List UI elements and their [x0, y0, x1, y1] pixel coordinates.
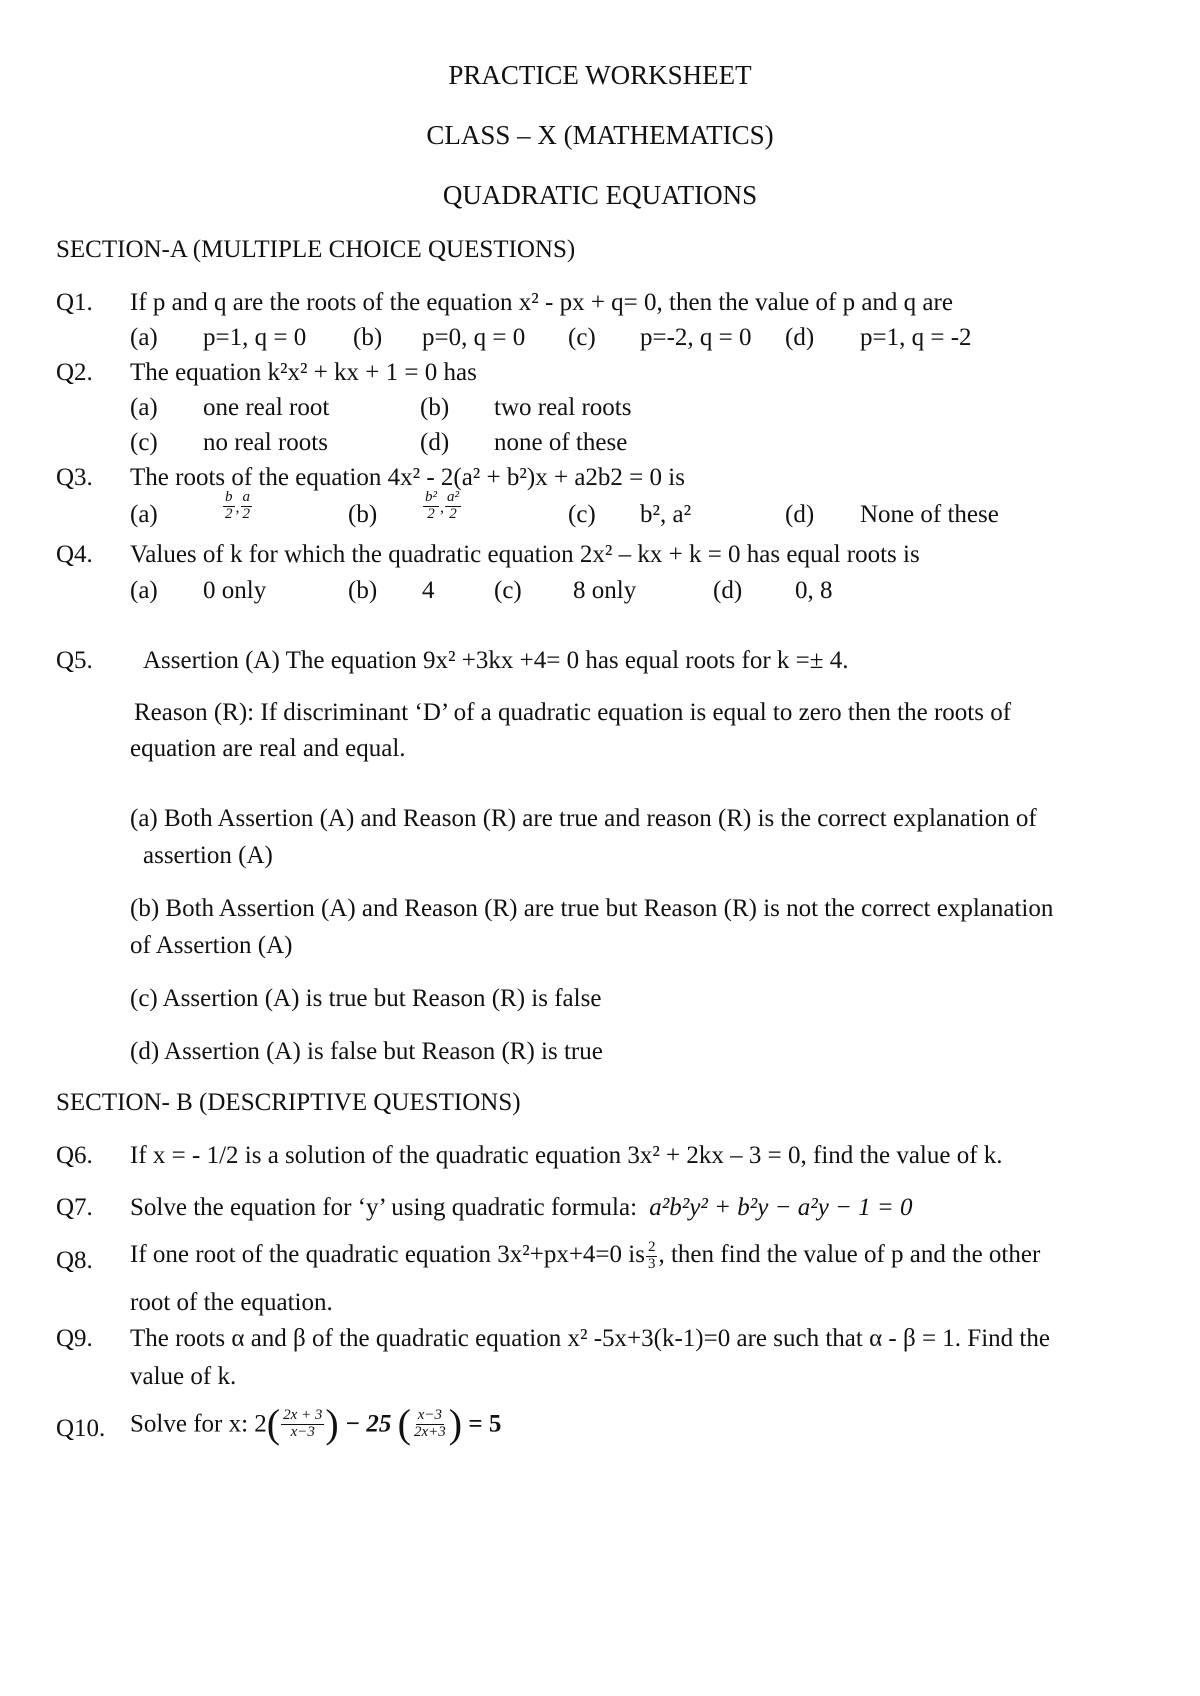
q5-option-a-line-2: assertion (A)	[143, 842, 273, 869]
q5-option-d: (d) Assertion (A) is false but Reason (R) is true	[130, 1038, 603, 1065]
q3-option-a-value: $\frac{b}{2}$ , $\frac{a}{2}$	[225, 489, 250, 522]
q9-line-1: The roots α and β of the quadratic equation x² -5x+3(k-1)=0 are such that α - β = 1. Find the	[130, 1325, 1050, 1352]
q8-text-after: , then find the value of p and the other	[658, 1240, 1041, 1268]
worksheet-title: PRACTICE WORKSHEET	[448, 60, 752, 90]
q10-open-paren-1: (	[266, 1401, 281, 1446]
q2-option-d-text: none of these	[494, 429, 628, 456]
q6-text: If x = - 1/2 is a solution of the quadratic equation 3x² + 2kx – 3 = 0, find the value of k.	[130, 1142, 1003, 1169]
q4-text: Values of k for which the quadratic equation 2x² – kx + k = 0 has equal roots is	[130, 541, 920, 568]
q4-number: Q4.	[56, 541, 93, 568]
q8-number: Q8.	[56, 1247, 93, 1274]
q2-option-d-label: (d)	[420, 429, 450, 456]
q3-option-d-label: (d)	[785, 501, 815, 528]
q4-option-b-label: (b)	[348, 577, 378, 604]
q2-text: The equation k²x² + kx + 1 = 0 has	[130, 359, 477, 386]
q1-number: Q1.	[56, 289, 93, 316]
section-a-heading: SECTION-A (MULTIPLE CHOICE QUESTIONS)	[56, 236, 576, 263]
q3-option-c-text: b², a²	[640, 501, 692, 528]
q4-option-a-text: 0 only	[203, 577, 267, 604]
q5-option-b-line-1: (b) Both Assertion (A) and Reason (R) are true but Reason (R) is not the correct explanation	[130, 895, 1054, 922]
q7-equation: a²b²y² + b²y − a²y − 1 = 0	[649, 1194, 913, 1221]
q3-option-c-label: (c)	[568, 501, 596, 528]
q10-close-paren-2: )	[448, 1401, 463, 1446]
q1-option-b-text: p=0, q = 0	[422, 324, 526, 351]
q4-option-c-label: (c)	[494, 577, 522, 604]
q5-option-c: (c) Assertion (A) is true but Reason (R) is false	[130, 985, 602, 1012]
q5-option-b-line-2: of Assertion (A)	[130, 932, 293, 959]
section-b-heading: SECTION- B (DESCRIPTIVE QUESTIONS)	[56, 1089, 521, 1116]
q10-fraction-2: $\frac{x-3}{2x+3}$	[413, 1406, 446, 1440]
q4-option-c-text: 8 only	[573, 577, 637, 604]
q10-suffix: = 5	[468, 1410, 502, 1438]
q1-option-d-label: (d)	[785, 324, 815, 351]
q1-option-c-text: p=-2, q = 0	[640, 324, 752, 351]
q4-option-b-text: 4	[422, 577, 435, 604]
class-line: CLASS – X (MATHEMATICS)	[426, 120, 774, 150]
q1-option-a-label: (a)	[130, 324, 158, 351]
q5-number: Q5.	[56, 647, 93, 674]
q9-number: Q9.	[56, 1325, 93, 1352]
q3-b-frac-2: $\frac{\text{a²}}{2}$	[447, 489, 459, 522]
q5-assertion: Assertion (A) The equation 9x² +3kx +4= 0 has equal roots for k =± 4.	[143, 647, 849, 674]
q5-reason-line-1: Reason (R): If discriminant ‘D’ of a quadratic equation is equal to zero then the roots of	[134, 699, 1012, 726]
q3-option-b-value: $\frac{\text{b²}}{2}$ , $\frac{\text{a²}}{2}$	[425, 489, 459, 522]
topic-title: QUADRATIC EQUATIONS	[442, 180, 758, 210]
q3-a-frac-1: $\frac{b}{2}$	[225, 489, 233, 522]
q10-close-paren-1: )	[325, 1401, 339, 1446]
q7-text: Solve the equation for ‘y’ using quadratic formula:	[130, 1194, 638, 1221]
q4-option-d-label: (d)	[713, 577, 743, 604]
q2-option-a-text: one real root	[203, 394, 330, 421]
q2-option-b-label: (b)	[420, 394, 450, 421]
q2-option-c-label: (c)	[130, 429, 158, 456]
q5-option-a-line-1: (a) Both Assertion (A) and Reason (R) are true and reason (R) is the correct explanation of	[130, 805, 1037, 832]
q1-option-b-label: (b)	[353, 324, 383, 351]
q4-option-d-text: 0, 8	[795, 577, 833, 604]
q8-fraction: $\frac{2}{3}$	[647, 1239, 656, 1272]
q2-number: Q2.	[56, 359, 93, 386]
q6-number: Q6.	[56, 1142, 93, 1169]
q3-option-a-label: (a)	[130, 501, 158, 528]
q10-middle: − 25	[344, 1410, 392, 1438]
q10-prefix: Solve for x: 2	[130, 1410, 267, 1438]
q4-option-a-label: (a)	[130, 577, 158, 604]
q7-line	[130, 1195, 913, 1220]
q8-text-before: If one root of the quadratic equation 3x²+px+4=0 is	[130, 1240, 645, 1268]
q10-fraction-1: $\frac{2x + 3}{x-3}$	[283, 1406, 323, 1440]
q5-reason-line-2: equation are real and equal.	[130, 735, 406, 762]
q9-line-2: value of k.	[130, 1363, 237, 1390]
q2-option-a-label: (a)	[130, 394, 158, 421]
q3-text: The roots of the equation 4x² - 2(a² + b²)x + a2b2 = 0 is	[130, 464, 685, 491]
q8-line-1	[130, 1240, 1040, 1273]
q2-option-c-text: no real roots	[203, 429, 328, 456]
q1-text: If p and q are the roots of the equation x² - px + q= 0, then the value of p and q are	[130, 289, 953, 316]
q3-a-frac-2: $\frac{a}{2}$	[242, 489, 250, 522]
q3-option-d-text: None of these	[860, 501, 999, 528]
q10-line	[130, 1401, 502, 1446]
q3-number: Q3.	[56, 464, 93, 491]
q10-number: Q10.	[56, 1415, 106, 1442]
q3-option-b-label: (b)	[348, 501, 378, 528]
q8-line-2: root of the equation.	[130, 1289, 333, 1316]
q2-option-b-text: two real roots	[494, 394, 632, 421]
q10-open-paren-2: (	[397, 1401, 411, 1446]
q1-option-d-text: p=1, q = -2	[860, 324, 972, 351]
q7-number: Q7.	[56, 1194, 93, 1221]
q3-b-frac-1: $\frac{\text{b²}}{2}$	[425, 489, 437, 522]
q1-option-c-label: (c)	[568, 324, 596, 351]
q1-option-a-text: p=1, q = 0	[203, 324, 307, 351]
